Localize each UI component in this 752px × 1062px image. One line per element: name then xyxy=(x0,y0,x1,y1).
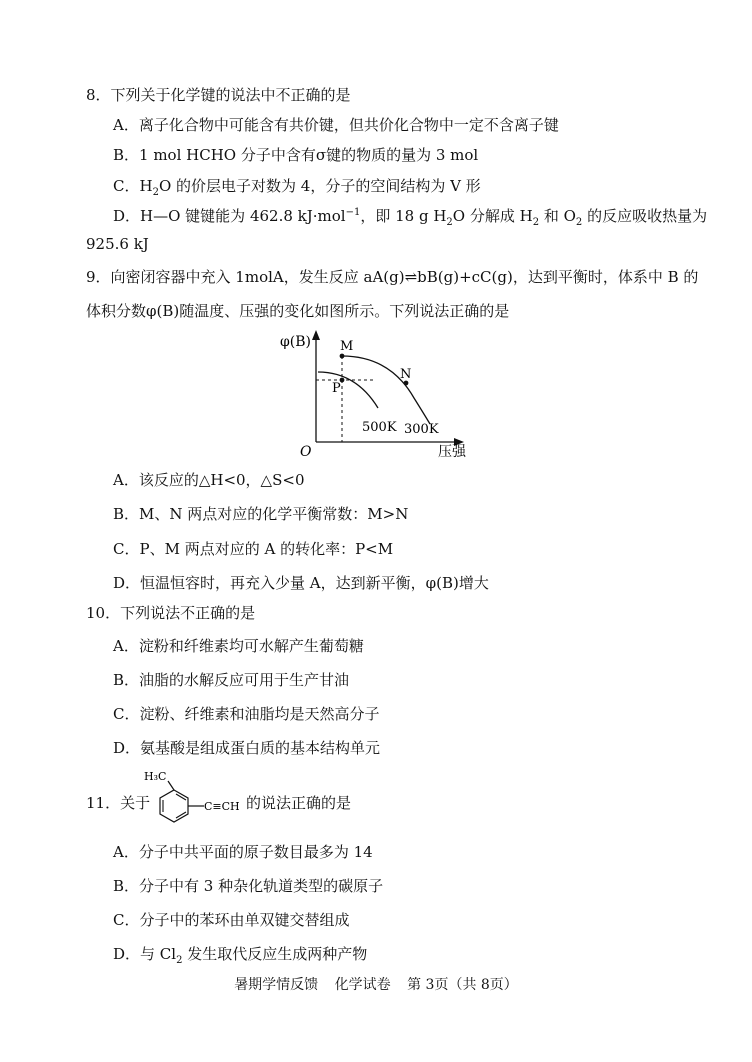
q10-option-b: B．油脂的水解反应可用于生产甘油 xyxy=(113,671,350,689)
label-m: M xyxy=(340,339,354,354)
curve-300k xyxy=(342,356,430,424)
q9-option-c: C．P、M 两点对应的 A 的转化率：P<M xyxy=(113,540,394,558)
q8-option-b: B．1 mol HCHO 分子中含有σ键的物质的量为 3 mol xyxy=(113,146,479,164)
label-p: P xyxy=(332,381,341,396)
q10-option-c: C．淀粉、纤维素和油脂均是天然高分子 xyxy=(113,705,380,723)
q11-option-a: A．分子中共平面的原子数目最多为 14 xyxy=(113,843,373,861)
q9-stem-line2: 体积分数φ(B)随温度、压强的变化如图所示。下列说法正确的是 xyxy=(86,302,510,320)
q8-stem: 8．下列关于化学键的说法中不正确的是 xyxy=(86,86,351,104)
q9-option-b: B．M、N 两点对应的化学平衡常数：M>N xyxy=(113,505,409,523)
q11-stem-pre: 11．关于 xyxy=(86,794,151,812)
page-footer xyxy=(0,974,752,994)
alkyne-label: C≡CH xyxy=(204,800,240,813)
y-axis-arrow xyxy=(312,330,320,340)
label-500k: 500K xyxy=(362,420,397,435)
q9-option-d: D．恒温恒容时，再充入少量 A，达到新平衡，φ(B)增大 xyxy=(113,574,489,592)
methyl-label: H₃C xyxy=(144,770,167,783)
origin-label: O xyxy=(300,444,312,460)
y-axis-label: φ(B) xyxy=(280,334,312,350)
phase-diagram xyxy=(270,328,480,466)
q8-option-c: C．$H_2O$ 的价层电子对数为 4，分子的空间结构为 V 形 xyxy=(113,177,481,198)
footer-page: 第 3页（共 8页） xyxy=(407,977,518,993)
label-300k: 300K xyxy=(404,422,439,437)
q8-option-d: D．H—O 键键能为 462.8 kJ·mol$^{-1}$，即 18 g $H_2O$ 分解成 $H_2$ 和 $O_2$ 的反应吸收热量为 xyxy=(113,207,708,228)
q10-option-a: A．淀粉和纤维素均可水解产生葡萄糖 xyxy=(113,637,364,655)
q8-option-a: A．离子化合物中可能含有共价键，但共价化合物中一定不含离子键 xyxy=(113,116,559,134)
q9-option-a: A．该反应的△H<0，△S<0 xyxy=(113,471,305,489)
q11-option-d: D．与 $Cl_2$ 发生取代反应生成两种产物 xyxy=(113,945,368,966)
label-n: N xyxy=(400,367,412,382)
curve-500k xyxy=(318,372,378,408)
benzene-ring xyxy=(160,790,188,822)
q9-stem-line1: 9．向密闭容器中充入 1molA，发生反应 aA(g)⇌bB(g)+cC(g)，达到平衡时，体系中 B 的 xyxy=(86,268,699,286)
footer-subject: 化学试卷 xyxy=(334,977,391,993)
footer-exam: 暑期学情反馈 xyxy=(234,977,319,993)
molecule-structure xyxy=(140,768,250,830)
q10-stem: 10．下列说法不正确的是 xyxy=(86,604,256,622)
q11-option-c: C．分子中的苯环由单双键交替组成 xyxy=(113,911,350,929)
methyl-bond xyxy=(168,781,174,790)
q11-option-b: B．分子中有 3 种杂化轨道类型的碳原子 xyxy=(113,877,384,895)
x-axis-label: 压强 xyxy=(438,444,466,460)
q11-stem-post: 的说法正确的是 xyxy=(246,794,352,812)
point-m xyxy=(340,354,345,359)
q8-option-d-wrap: 925.6 kJ xyxy=(86,235,149,253)
q10-option-d: D．氨基酸是组成蛋白质的基本结构单元 xyxy=(113,739,381,757)
